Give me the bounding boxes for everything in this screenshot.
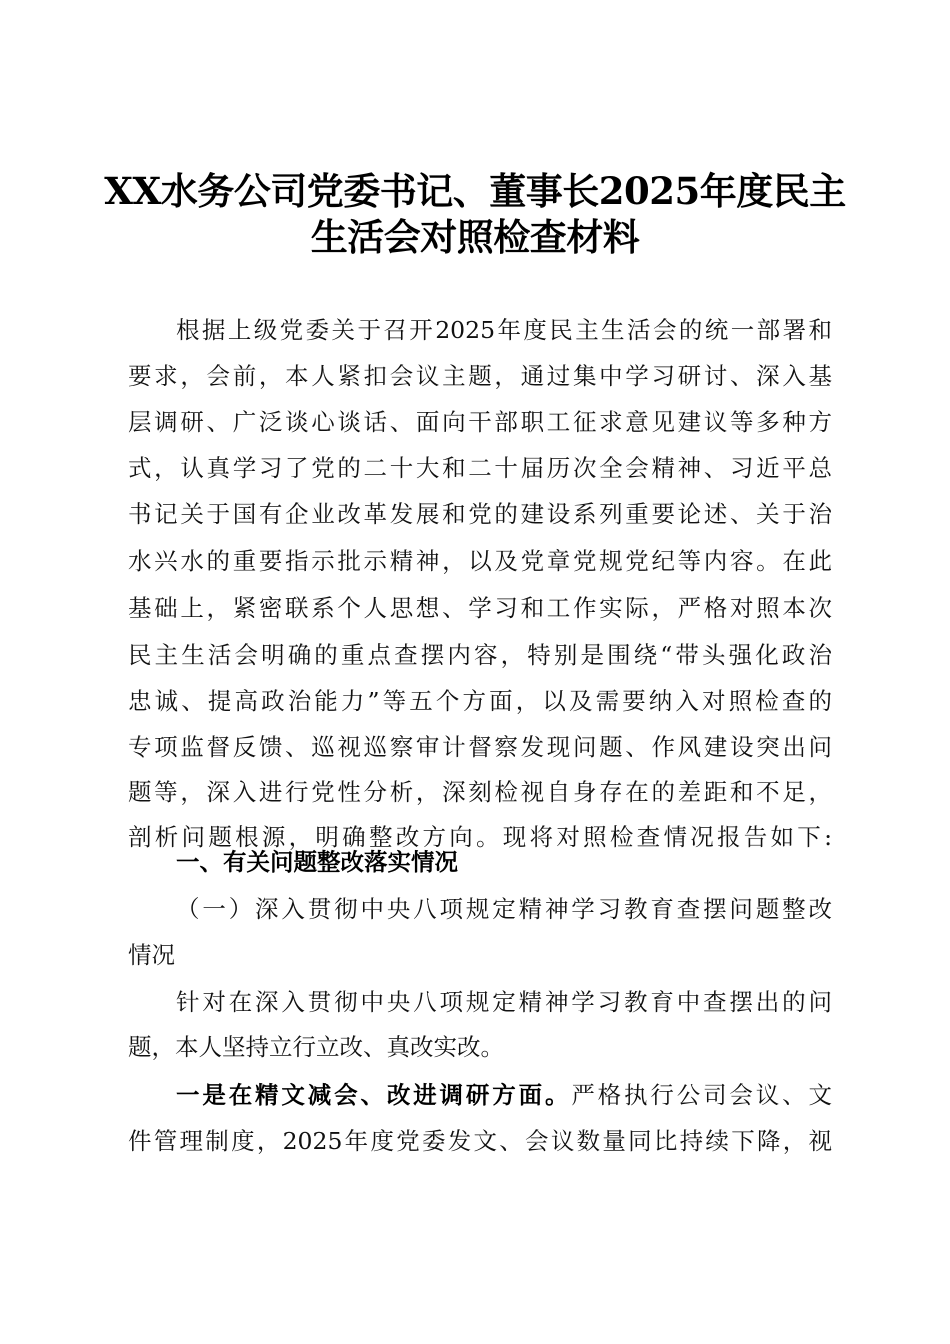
subsection-body-line-2: 题，本人坚持立行立改、真改实改。 [128, 1033, 504, 1061]
intro-line-2: 要求，会前，本人紧扣会议主题，通过集中学习研讨、深入基 [128, 362, 832, 390]
intro-line-8: 民主生活会明确的重点查摆内容，特别是围绕“带头强化政治 [128, 641, 832, 669]
intro-line-12: 剖析问题根源，明确整改方向。现将对照检查情况报告如下: [128, 823, 832, 851]
intro-line-11: 题等，深入进行党性分析，深刻检视自身存在的差距和不足， [128, 778, 832, 806]
point-1-line-1 [176, 1080, 832, 1110]
title-line-1: XX水务公司党委书记、董事长2025年度民主 [104, 169, 846, 213]
intro-line-9: 忠诚、提高政治能力”等五个方面，以及需要纳入对照检查的 [128, 687, 832, 715]
intro-line-1: 根据上级党委关于召开2025年度民主生活会的统一部署和 [176, 316, 832, 344]
subsection-heading-1-line-1: （一）深入贯彻中央八项规定精神学习教育查摆问题整改 [176, 895, 832, 923]
intro-line-4: 式，认真学习了党的二十大和二十届历次全会精神、习近平总 [128, 454, 832, 482]
intro-line-3: 层调研、广泛谈心谈话、面向干部职工征求意见建议等多种方 [128, 408, 832, 436]
point-1-rest: 严格执行公司会议、文 [571, 1081, 832, 1109]
point-1-line-2: 件管理制度，2025年度党委发文、会议数量同比持续下降，视 [128, 1127, 832, 1155]
section-heading-1: 一、有关问题整改落实情况 [176, 848, 458, 876]
subsection-heading-1-line-2: 情况 [128, 941, 175, 969]
intro-line-10: 专项监督反馈、巡视巡察审计督察发现问题、作风建设突出问 [128, 733, 832, 761]
point-1-lead: 一是在精文减会、改进调研方面。 [176, 1081, 572, 1109]
intro-line-6: 水兴水的重要指示批示精神，以及党章党规党纪等内容。在此 [128, 547, 832, 575]
title-line-2: 生活会对照检查材料 [310, 215, 640, 259]
subsection-body-line-1: 针对在深入贯彻中央八项规定精神学习教育中查摆出的问 [176, 988, 832, 1016]
intro-line-5: 书记关于国有企业改革发展和党的建设系列重要论述、关于治 [128, 500, 832, 528]
document-title [100, 168, 850, 260]
intro-line-7: 基础上，紧密联系个人思想、学习和工作实际，严格对照本次 [128, 594, 832, 622]
